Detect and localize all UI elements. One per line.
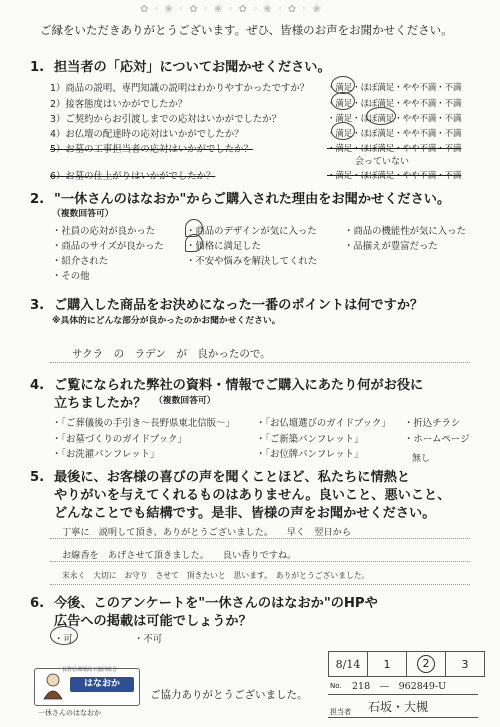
q2-option: ・社員の応対が良かった [52,226,156,237]
q4-handwritten-note: 無し [412,454,431,464]
q2-option: ・商品のサイズが良かった [52,241,164,252]
q3-handwritten-answer: サクラ の ラデン が 良かったので。 [72,348,271,360]
q2-option: ・商品の機能性が気に入った [344,226,466,237]
q1-row-options: ・満足・ほぼ満足・やや不満・不満 [327,144,462,154]
q1-handwritten-note: 会っていない [355,157,410,167]
q5-handwritten-line: 末永く 大切に お守り させて 頂きたいと 思います。 ありがとうございました。 [62,571,370,580]
q1-row-options: ・満足・ほぼ満足・やや不満・不満 [327,129,462,139]
count-cell: 1 [368,652,407,677]
count-cell: 3 [446,652,485,677]
q4-option: ・「ご新築パンフレット」 [256,434,364,445]
date-cell: 8/14 [329,652,368,677]
q1-row-label: 4）お仏壇の配達時の応対はいかがでしたか？ [50,129,244,140]
question-5-title: 5. 最後に、お客様の喜びの声を聞くことほど、私たちに情熱と [30,470,411,485]
logo-tagline: 長野県佛壇商工協同組合 [62,667,118,673]
q4-option: ・ホームページ [404,434,470,445]
q6-option-yes: ・可 [54,634,73,645]
q2-option: ・価格に満足した [186,241,262,252]
decorative-header-ornament: ✿ ◦ ❀ ◦ ✿ ◦ ❀ ◦ ✿ ◦ ❀ ◦ ✿ ◦ ❀ [140,4,322,15]
staff-underline [328,717,478,718]
question-5-title-line3: どんなことでも結構です。是非、皆様の声をお聞かせください。 [54,506,436,521]
q4-option: ・折込チラシ [404,418,461,429]
question-1-title: 1. 担当者の「応対」についてお聞かせください。 [30,60,331,75]
answer-line [50,561,470,562]
question-4-note: （複数回答可） [154,396,216,406]
office-use-table [328,651,485,677]
handwritten-circle-mark [331,92,355,110]
q2-option: ・不安や悩みを解決してくれた [186,256,318,267]
q1-row-label: 3）ご契約からお引渡しまでの応対はいかがでしたか？ [50,114,281,125]
question-2-note: （複数回答可） [52,209,114,219]
monk-figure-icon [40,672,66,700]
q1-row-label: 2）接客態度はいかがでしたか？ [50,99,188,110]
q6-option-no: ・不可 [134,634,163,645]
logo-company-name: 一休さんのはなおか [38,709,101,717]
question-3-note: ※具体的にどんな部分が良かったのかお聞かせください。 [52,316,281,326]
answer-line [50,584,470,585]
logo-wordmark: はなおか [70,677,134,692]
q2-option: ・品揃えが豊富だった [344,241,438,252]
q4-option: ・「お仏壇選びのガイドブック」 [256,418,391,429]
q1-row-label: 6）お墓の仕上がりはいかがでしたか？ [50,171,216,182]
q1-row-options: ・満足・ほぼ満足・やや不満・不満 [327,99,462,109]
q1-row-options: ・満足・ほぼ満足・やや不満・不満 [327,83,462,93]
intro-text: ご縁をいただきありがとうございます。ぜひ、皆様のお声をお聞かせください。 [40,23,453,37]
q2-option: ・その他 [52,271,90,282]
number-label: No. [330,682,342,690]
answer-line [50,538,470,539]
question-5-title-line2: やりがいを与えてくれるものはありません。良いこと、悪いこと、 [54,488,451,503]
handwritten-circle-mark [331,122,355,140]
q4-option: ・「お位牌パンフレット」 [256,449,364,460]
question-6-title: 6. 今後、このアンケートを"一休さんのはなおか"のHPや [30,596,378,611]
q1-row-label: 1）商品の説明、専門知識の説明はわかりやすかったですか？ [50,83,310,94]
question-4-title: 4. ご覧になられた弊社の資料・情報でご購入にあたり何がお役に [30,378,424,393]
thanks-text: ご協力ありがとうございました。 [150,689,308,701]
q1-row-label: 5）お墓の工事担当者の応対はいかがでしたか？ [50,144,253,155]
q1-row-options: ・満足・ほぼ満足・やや不満・不満 [327,171,462,181]
q5-handwritten-line: お線香を あげさせて頂きました。 良い香りですね。 [62,550,297,561]
question-6-title-line2: 広告への掲載は可能でしょうか？ [54,614,252,629]
answer-line [50,362,470,363]
handwritten-circle-mark [185,234,203,252]
handwritten-circle-mark [366,107,396,125]
number-value: 218 — 962849-U [352,681,447,692]
question-4-title-line2: 立ちましたか？ [54,396,147,411]
count-cell-circled: 2 [407,652,446,677]
handwritten-circle-mark [50,626,78,645]
number-underline [328,694,478,695]
q2-option: ・紹介された [52,256,109,267]
staff-value: 石坂・大槻 [368,700,429,714]
question-2-title: 2. "一休さんのはなおか"からご購入された理由をお聞かせください。 [30,192,451,207]
staff-label: 担当者 [330,708,351,716]
q2-option: ・商品のデザインが気に入った [186,226,317,237]
q4-option: ・「お洗濯パンフレット」 [52,449,160,460]
q4-option: ・「ご葬儀後の手引き～長野県東北信版～」 [52,418,235,429]
question-3-title: 3. ご購入した商品をお決めになった一番のポイントは何ですか？ [30,298,424,313]
q1-row-options: ・満足・ほぼ満足・やや不満・不満 [327,114,462,124]
q5-handwritten-line: 丁寧に 説明して頂き、ありがとうございました。 早く 翌日から [62,527,352,538]
q4-option: ・「お墓づくりのガイドブック」 [52,434,187,445]
